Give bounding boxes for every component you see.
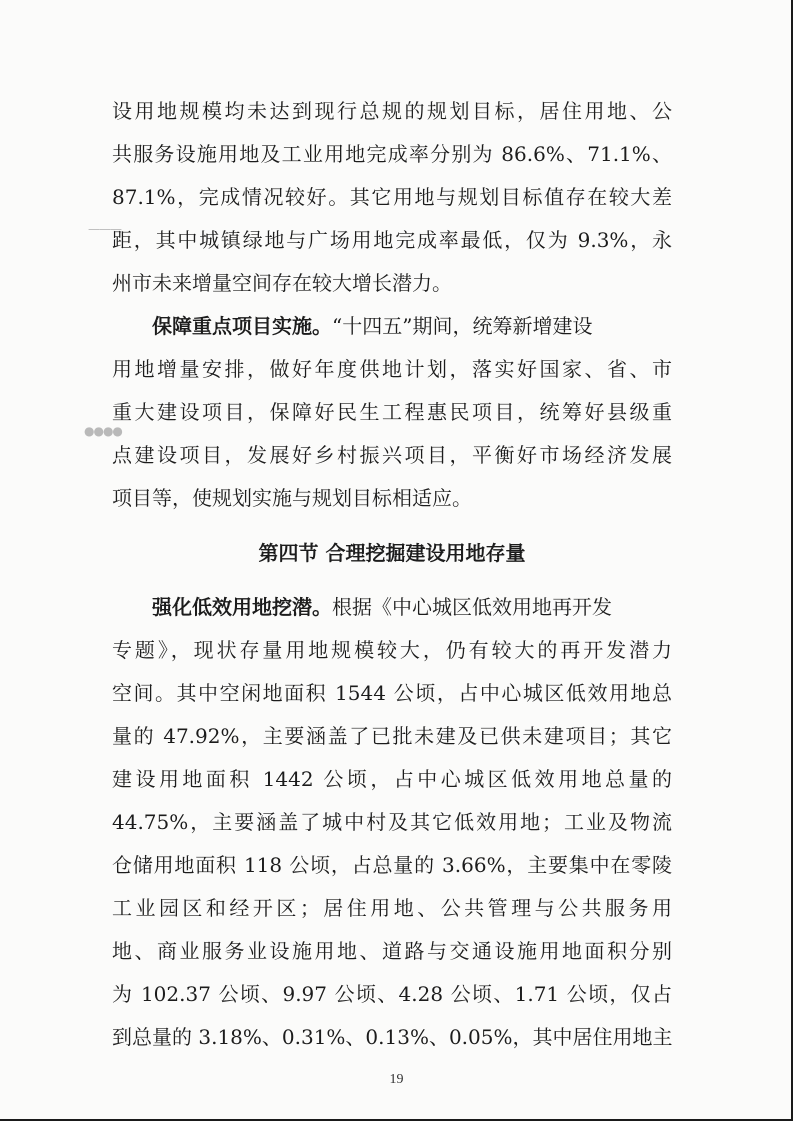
paragraph-line: 工业园区和经开区；居住用地、公共管理与公共服务用 [112,896,672,920]
paragraph-line: 87.1%，完成情况较好。其它用地与规划目标值存在较大差 [112,185,672,209]
paragraph-line: 地、商业服务业设施用地、道路与交通设施用地面积分别 [112,939,672,963]
scan-artifact: ●●●● [84,424,122,438]
paragraph-lead: 强化低效用地挖潜。 [152,595,332,619]
paragraph-line: 建设用地面积 1442 公顷，占中心城区低效用地总量的 [112,767,672,791]
paragraph-line: 用地增量安排，做好年度供地计划，落实好国家、省、市 [112,357,672,381]
paragraph-line: 到总量的 3.18%、0.31%、0.13%、0.05%，其中居住用地主 [112,1025,672,1049]
paragraph-line: 项目等，使规划实施与规划目标相适应。 [112,486,472,510]
paragraph-first-line [152,592,672,622]
paragraph-line: 距，其中城镇绿地与广场用地完成率最低，仅为 9.3%，永 [112,228,672,252]
section-heading: 第四节 合理挖掘建设用地存量 [258,541,526,565]
paragraph-line: 点建设项目，发展好乡村振兴项目，平衡好市场经济发展 [112,443,672,467]
paragraph-lead: 保障重点项目实施。 [152,314,332,338]
paragraph-first-line [152,311,672,341]
paragraph-line: 重大建设项目，保障好民生工程惠民项目，统筹好县级重 [112,400,672,424]
paragraph-line: 量的 47.92%，主要涵盖了已批未建及已供未建项目；其它 [112,724,672,748]
page-number: 19 [389,1072,404,1087]
paragraph-line: 仓储用地面积 118 公顷，占总量的 3.66%，主要集中在零陵 [112,853,672,877]
paragraph-line: 设用地规模均未达到现行总规的规划目标，居住用地、公 [112,99,672,123]
paragraph-text: 根据《中心城区低效用地再开发 [332,595,612,619]
paragraph-line: 为 102.37 公顷、9.97 公顷、4.28 公顷、1.71 公顷，仅占 [112,982,672,1006]
scan-artifact: ——— [88,222,121,236]
paragraph-line: 州市未来增量空间存在较大增长潜力。 [112,271,452,295]
paragraph-line: 专题》，现状存量用地规模较大，仍有较大的再开发潜力 [112,638,672,662]
paragraph-text: “十四五”期间，统筹新增建设 [332,314,593,338]
paragraph-line: 共服务设施用地及工业用地完成率分别为 86.6%、71.1%、 [112,142,672,166]
paragraph-line: 空间。其中空闲地面积 1544 公顷，占中心城区低效用地总 [112,681,672,705]
paragraph-line: 44.75%，主要涵盖了城中村及其它低效用地；工业及物流 [112,810,672,834]
